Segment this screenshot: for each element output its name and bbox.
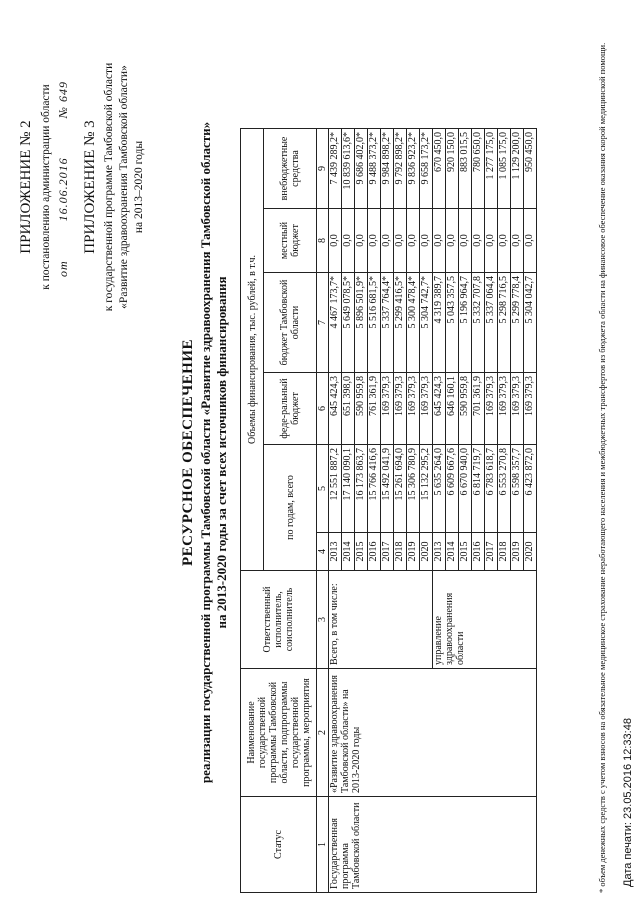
extra-cell: 9 984 898,2* <box>381 129 394 209</box>
year-cell: 2015 <box>355 533 368 571</box>
total-cell: 6 423 872,0 <box>524 445 537 533</box>
extra-cell: 920 150,0 <box>446 129 459 209</box>
column-number: 2 <box>317 669 329 797</box>
federal-cell: 651 398,0 <box>342 373 355 445</box>
local-cell: 0,0 <box>407 209 420 273</box>
print-date: Дата печати: 23.05.2016 12:33:48 <box>622 718 634 887</box>
regional-cell: 4 319 389,7 <box>433 273 446 373</box>
appendix-2-heading: ПРИЛОЖЕНИЕ № 2 <box>18 120 34 254</box>
regional-cell: 5 516 681,5* <box>368 273 381 373</box>
federal-cell: 169 379,3 <box>485 373 498 445</box>
extra-cell: 1 085 175,0 <box>498 129 511 209</box>
handwritten-date-number <box>56 14 71 344</box>
regional-cell: 5 299 416,5* <box>394 273 407 373</box>
total-cell: 15 766 416,6 <box>368 445 381 533</box>
local-cell: 0,0 <box>511 209 524 273</box>
local-cell: 0,0 <box>498 209 511 273</box>
document-subtitle-period: на 2013-2020 годы за счет всех источников финансирования <box>214 276 229 629</box>
federal-cell: 645 424,3 <box>433 373 446 445</box>
year-cell: 2014 <box>446 533 459 571</box>
header-extra: внебюджетные средства <box>264 129 317 209</box>
total-cell: 15 306 780,9 <box>407 445 420 533</box>
local-cell: 0,0 <box>524 209 537 273</box>
document-title: РЕСУРСНОЕ ОБЕСПЕЧЕНИЕ <box>180 338 196 567</box>
total-cell: 17 140 090,1 <box>342 445 355 533</box>
regional-cell: 4 467 173,7* <box>329 273 342 373</box>
local-cell: 0,0 <box>472 209 485 273</box>
column-number: 1 <box>317 797 329 893</box>
federal-cell: 761 361,9 <box>368 373 381 445</box>
local-cell: 0,0 <box>368 209 381 273</box>
column-number-row <box>317 129 329 893</box>
year-cell: 2020 <box>420 533 433 571</box>
regional-cell: 5 300 478,4* <box>407 273 420 373</box>
extra-cell: 9 658 173,2* <box>420 129 433 209</box>
program-reference-line3: на 2013–2020 годы <box>133 140 145 234</box>
extra-cell: 10 839 613,6* <box>342 129 355 209</box>
column-number: 5 <box>317 445 329 533</box>
document-subtitle: реализации государственной программы Тамбовской области «Развитие здравоохранения Тамбовской области» <box>198 121 213 784</box>
extra-cell: 883 015,5 <box>459 129 472 209</box>
year-cell: 2018 <box>394 533 407 571</box>
federal-cell: 169 379,3 <box>511 373 524 445</box>
federal-cell: 590 959,8 <box>459 373 472 445</box>
footnote: * объем денежных средств с учетом взносов на обязательное медицинское страхование неработающего населения и межбюджетных трансфертов из бюджета области на финансовое обеспечение оказания скорой медицинской помощи. <box>597 42 607 893</box>
year-cell: 2020 <box>524 533 537 571</box>
local-cell: 0,0 <box>355 209 368 273</box>
total-cell: 6 598 357,7 <box>511 445 524 533</box>
extra-cell: 9 792 898,2* <box>394 129 407 209</box>
federal-cell: 169 379,3 <box>498 373 511 445</box>
year-cell: 2016 <box>368 533 381 571</box>
total-cell: 6 553 270,8 <box>498 445 511 533</box>
extra-cell: 950 450,0 <box>524 129 537 209</box>
program-reference-line2: «Развитие здравоохранения Тамбовской области» <box>118 65 130 309</box>
header-federal: феде-ральный бюджет <box>264 373 317 445</box>
extra-cell: 1 277 175,0 <box>485 129 498 209</box>
local-cell: 0,0 <box>459 209 472 273</box>
regional-cell: 5 043 357,5 <box>446 273 459 373</box>
appendix-3-heading: ПРИЛОЖЕНИЕ № 3 <box>82 120 98 254</box>
federal-cell: 169 379,3 <box>381 373 394 445</box>
federal-cell: 645 424,3 <box>329 373 342 445</box>
federal-cell: 701 361,9 <box>472 373 485 445</box>
header-funding: Объемы финансирования, тыс. рублей, в т.ч. <box>241 129 264 571</box>
column-number: 3 <box>317 571 329 669</box>
year-cell: 2019 <box>511 533 524 571</box>
resolution-reference: к постановлению администрации области <box>40 84 52 290</box>
total-cell: 6 783 618,7 <box>485 445 498 533</box>
regional-cell: 5 649 078,5* <box>342 273 355 373</box>
federal-cell: 590 959,8 <box>355 373 368 445</box>
total-cell: 6 670 940,0 <box>459 445 472 533</box>
local-cell: 0,0 <box>342 209 355 273</box>
year-cell: 2017 <box>381 533 394 571</box>
total-cell: 15 261 694,0 <box>394 445 407 533</box>
handwritten-number: № 649 <box>56 81 70 119</box>
local-cell: 0,0 <box>394 209 407 273</box>
regional-cell: 5 332 707,8 <box>472 273 485 373</box>
year-cell: 2019 <box>407 533 420 571</box>
local-cell: 0,0 <box>446 209 459 273</box>
regional-cell: 5 298 716,5 <box>498 273 511 373</box>
column-number: 4 <box>317 533 329 571</box>
funding-table <box>240 128 537 893</box>
header-by-years: по годам, всего <box>264 445 317 571</box>
total-cell: 16 173 863,7 <box>355 445 368 533</box>
federal-cell: 169 379,3 <box>524 373 537 445</box>
local-cell: 0,0 <box>381 209 394 273</box>
regional-cell: 5 337 764,4* <box>381 273 394 373</box>
federal-cell: 169 379,3 <box>420 373 433 445</box>
total-cell: 15 132 295,2 <box>420 445 433 533</box>
header-responsible: Ответственный исполнитель, соисполнитель <box>241 571 317 669</box>
responsible-cell: управление здравоохранения области <box>433 571 537 669</box>
year-cell: 2013 <box>433 533 446 571</box>
header-status: Статус <box>241 797 317 893</box>
regional-cell: 5 304 042,7 <box>524 273 537 373</box>
regional-cell: 5 337 064,4 <box>485 273 498 373</box>
status-cell: Государственная программа Тамбовской области <box>329 797 537 893</box>
header-name: Наименование государственной программы Тамбовской области, подпрограммы государственной программы, мероприятия <box>241 669 317 797</box>
handwritten-from: от <box>56 260 70 277</box>
program-reference-line1: к государственной программе Тамбовской области <box>103 62 115 312</box>
year-cell: 2017 <box>485 533 498 571</box>
header-regional: бюджет Тамбовской области <box>264 273 317 373</box>
table-row <box>329 129 342 893</box>
federal-cell: 646 160,1 <box>446 373 459 445</box>
total-cell: 6 814 719,7 <box>472 445 485 533</box>
extra-cell: 670 450,0 <box>433 129 446 209</box>
regional-cell: 5 196 964,7 <box>459 273 472 373</box>
extra-cell: 7 439 289,2* <box>329 129 342 209</box>
total-cell: 6 609 667,6 <box>446 445 459 533</box>
regional-cell: 5 896 501,9* <box>355 273 368 373</box>
year-cell: 2013 <box>329 533 342 571</box>
program-name-cell: «Развитие здравоохранения Тамбовской области» на 2013-2020 годы <box>329 669 537 797</box>
total-cell: 12 551 887,2 <box>329 445 342 533</box>
column-number: 6 <box>317 373 329 445</box>
extra-cell: 9 686 402,0* <box>355 129 368 209</box>
extra-cell: 9 488 373,2* <box>368 129 381 209</box>
year-cell: 2015 <box>459 533 472 571</box>
funding-table-body <box>329 129 537 893</box>
extra-cell: 9 836 923,2* <box>407 129 420 209</box>
responsible-cell: Всего, в том числе: <box>329 571 433 669</box>
year-cell: 2018 <box>498 533 511 571</box>
local-cell: 0,0 <box>329 209 342 273</box>
regional-cell: 5 304 742,7* <box>420 273 433 373</box>
year-cell: 2016 <box>472 533 485 571</box>
column-number: 7 <box>317 273 329 373</box>
federal-cell: 169 379,3 <box>394 373 407 445</box>
extra-cell: 780 650,0 <box>472 129 485 209</box>
regional-cell: 5 299 778,4 <box>511 273 524 373</box>
column-number: 8 <box>317 209 329 273</box>
handwritten-date: 16.06.2016 <box>56 157 70 222</box>
extra-cell: 1 129 200,0 <box>511 129 524 209</box>
local-cell: 0,0 <box>433 209 446 273</box>
header-local: местный бюджет <box>264 209 317 273</box>
local-cell: 0,0 <box>485 209 498 273</box>
column-number: 9 <box>317 129 329 209</box>
year-cell: 2014 <box>342 533 355 571</box>
federal-cell: 169 379,3 <box>407 373 420 445</box>
total-cell: 5 635 264,0 <box>433 445 446 533</box>
total-cell: 15 492 041,9 <box>381 445 394 533</box>
local-cell: 0,0 <box>420 209 433 273</box>
